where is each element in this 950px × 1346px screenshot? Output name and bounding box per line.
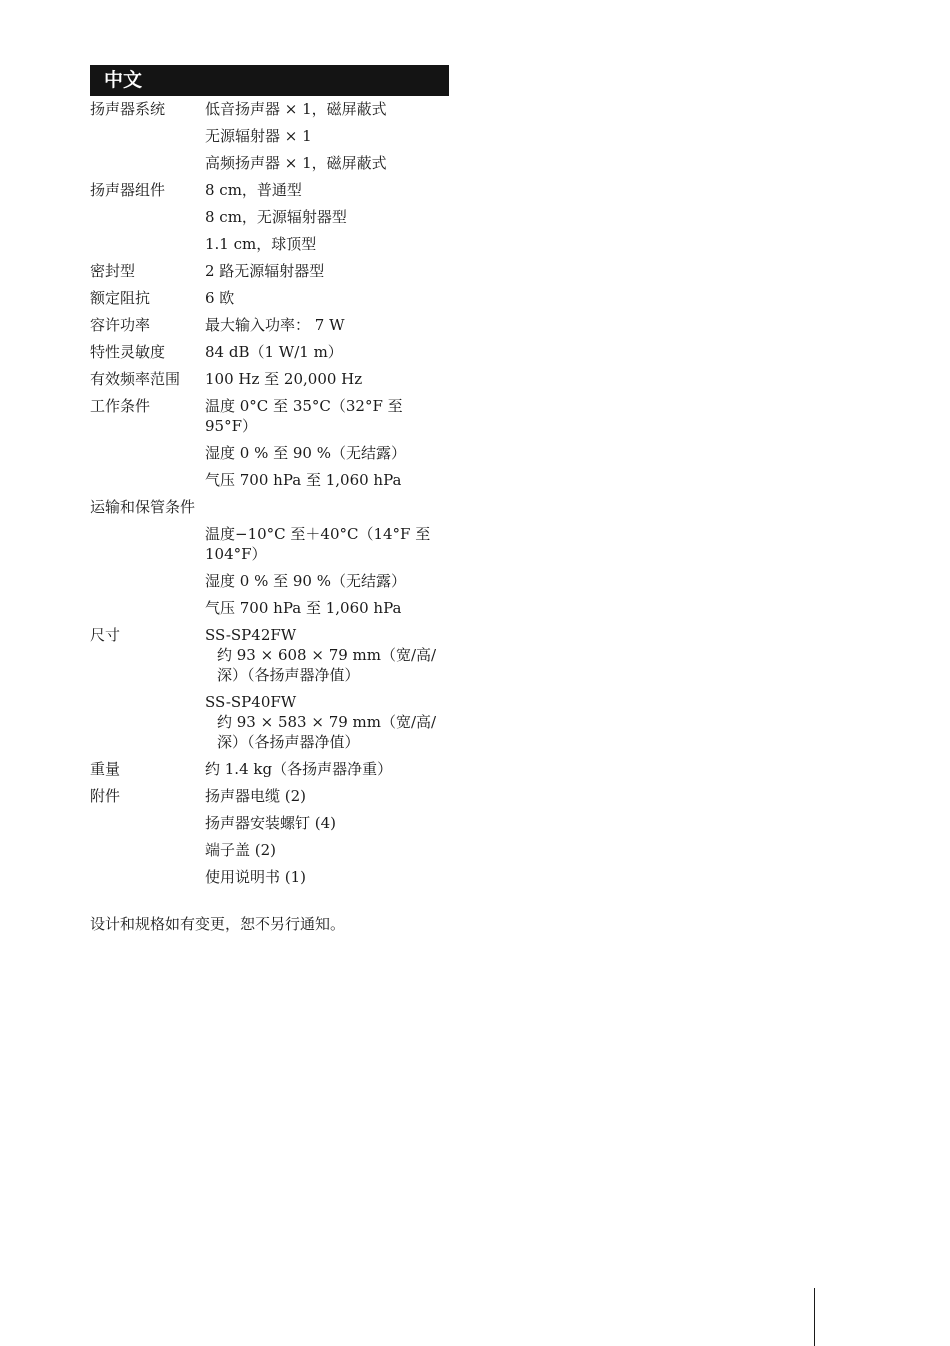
spec-row-storage-conditions [90,521,450,622]
specifications-table [90,96,450,891]
spec-value-line: 深）（各扬声器净值） [217,666,360,684]
spec-value: 扬声器安装螺钉 (4) [205,814,337,832]
spec-value: 约 1.4 kg（各扬声器净重） [205,760,393,778]
spec-value: 端子盖 (2) [205,841,277,859]
spec-value-line: 95°F） [205,417,257,435]
spec-value: 100 Hz 至 20,000 Hz [205,370,363,388]
spec-value-line: 温度 0°C 至 35°C（32°F 至 [205,397,403,415]
spec-label: 附件 [90,787,121,805]
spec-value: 8 cm，普通型 [205,181,302,199]
spec-value: 无源辐射器 × 1 [205,127,312,145]
spec-row-power [90,312,450,339]
spec-value: 使用说明书 (1) [205,868,307,886]
spec-value: 气压 700 hPa 至 1,060 hPa [205,599,402,617]
spec-row-frequency-range [90,366,450,393]
spec-value [205,393,450,440]
spec-label: 运输和保管条件 [90,498,196,516]
spec-row-speaker-units [90,177,450,258]
spec-label: 特性灵敏度 [90,343,166,361]
page-edge-marker [814,1288,815,1346]
spec-value-line: 约 93 × 583 × 79 mm（宽/高/ [217,713,437,731]
spec-label: 工作条件 [90,397,151,415]
spec-value: 湿度 0 % 至 90 %（无结露） [205,444,406,462]
spec-row-sensitivity [90,339,450,366]
spec-row-dimensions [90,622,450,756]
spec-label: 尺寸 [90,626,121,644]
spec-label: 扬声器组件 [90,181,166,199]
spec-label: 有效频率范围 [90,370,181,388]
spec-value: 6 欧 [205,289,235,307]
spec-value [205,521,450,568]
spec-value-line: 温度−10°C 至＋40°C（14°F 至 [205,525,431,543]
spec-value: 最大输入功率： 7 W [205,316,345,334]
spec-label: 密封型 [90,262,136,280]
spec-label: 容许功率 [90,316,151,334]
spec-row-accessories [90,783,450,891]
spec-value: 气压 700 hPa 至 1,060 hPa [205,471,402,489]
spec-label: 额定阻抗 [90,289,151,307]
spec-value: 84 dB（1 W/1 m） [205,343,343,361]
spec-value-line: 约 93 × 608 × 79 mm（宽/高/ [217,646,437,664]
spec-row-speaker-system [90,96,450,177]
model-name: SS-SP40FW [205,693,297,711]
spec-label: 重量 [90,760,121,778]
spec-value-line: 104°F） [205,545,267,563]
spec-row-storage-label [90,494,450,521]
spec-value [205,689,450,756]
spec-value: 低音扬声器 × 1，磁屏蔽式 [205,100,387,118]
spec-value: 1.1 cm，球顶型 [205,235,317,253]
spec-row-operating-conditions [90,393,450,494]
spec-row-weight [90,756,450,783]
specification-change-note: 设计和规格如有变更，恕不另行通知。 [90,915,346,933]
spec-value: 8 cm，无源辐射器型 [205,208,347,226]
language-header: 中文 [90,65,449,96]
spec-row-impedance [90,285,450,312]
spec-row-enclosure [90,258,450,285]
spec-value-line: 深）（各扬声器净值） [217,733,360,751]
spec-value: 2 路无源辐射器型 [205,262,325,280]
model-name: SS-SP42FW [205,626,297,644]
spec-value: 高频扬声器 × 1，磁屏蔽式 [205,154,387,172]
spec-value [205,622,450,689]
spec-value: 扬声器电缆 (2) [205,787,307,805]
spec-value: 湿度 0 % 至 90 %（无结露） [205,572,406,590]
spec-label: 扬声器系统 [90,100,166,118]
